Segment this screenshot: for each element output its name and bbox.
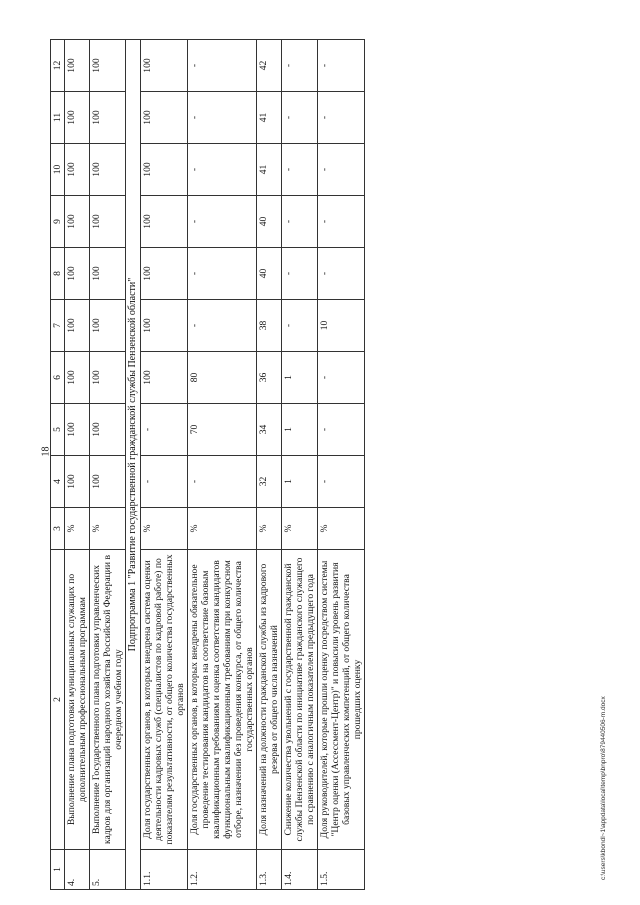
- value-cell: -: [282, 92, 318, 144]
- header-cell: 12: [51, 40, 65, 92]
- value-cell: 1: [282, 456, 318, 508]
- value-cell: 100: [65, 456, 90, 508]
- value-cell: 100: [90, 300, 126, 352]
- value-cell: -: [282, 144, 318, 196]
- table-row: [257, 40, 282, 890]
- value-cell: 1: [282, 404, 318, 456]
- value-cell: 100: [140, 248, 187, 300]
- value-cell: 100: [140, 352, 187, 404]
- header-cell: 4: [51, 456, 65, 508]
- value-cell: 32: [257, 456, 282, 508]
- header-cell: 6: [51, 352, 65, 404]
- value-cell: -: [318, 196, 365, 248]
- rotated-table-container: [50, 30, 590, 890]
- value-cell: -: [140, 404, 187, 456]
- unit-cell: %: [140, 508, 187, 550]
- value-cell: 70: [187, 404, 256, 456]
- value-cell: 42: [257, 40, 282, 92]
- row-number: 1.1.: [140, 850, 187, 890]
- value-cell: -: [318, 144, 365, 196]
- indicator-name: Доля руководителей, которые прошли оценку посредством системы "Центр оценки (Ассессмент-Центр)" и повысили уровень развития базовых управленческих компетенций, от общего количества прошедших оценку: [318, 550, 365, 850]
- value-cell: 100: [65, 92, 90, 144]
- header-cell: 1: [51, 850, 65, 890]
- value-cell: 10: [318, 300, 365, 352]
- row-number: 1.5.: [318, 850, 365, 890]
- value-cell: -: [187, 456, 256, 508]
- value-cell: 100: [140, 92, 187, 144]
- value-cell: -: [282, 300, 318, 352]
- value-cell: 100: [65, 40, 90, 92]
- value-cell: 100: [90, 404, 126, 456]
- unit-cell: %: [187, 508, 256, 550]
- value-cell: 100: [65, 248, 90, 300]
- value-cell: -: [318, 404, 365, 456]
- table-row: [187, 40, 256, 890]
- subprogram-row: [126, 40, 141, 890]
- row-number: 1.3.: [257, 850, 282, 890]
- table-row: [140, 40, 187, 890]
- value-cell: 100: [90, 40, 126, 92]
- header-cell: 7: [51, 300, 65, 352]
- subprogram-title: Подпрограмма 1 "Развитие государственной гражданской службы Пензенской области": [126, 40, 141, 890]
- row-number: 1.4.: [282, 850, 318, 890]
- indicator-name: Снижение количества увольнений с государственной гражданской службы Пензенской области по инициативе гражданского служащего по сравнению с аналогичным показателем предыдущего года: [282, 550, 318, 850]
- value-cell: -: [282, 196, 318, 248]
- value-cell: -: [187, 300, 256, 352]
- value-cell: 38: [257, 300, 282, 352]
- value-cell: 100: [90, 456, 126, 508]
- indicators-table: [50, 39, 365, 890]
- value-cell: 100: [90, 352, 126, 404]
- value-cell: -: [318, 248, 365, 300]
- unit-cell: %: [282, 508, 318, 550]
- value-cell: 40: [257, 248, 282, 300]
- value-cell: 100: [140, 144, 187, 196]
- value-cell: -: [282, 40, 318, 92]
- table-row: [90, 40, 126, 890]
- value-cell: -: [318, 456, 365, 508]
- header-cell: 11: [51, 92, 65, 144]
- header-cell: 8: [51, 248, 65, 300]
- value-cell: 100: [65, 196, 90, 248]
- row-number: 5.: [90, 850, 126, 890]
- page-number: 18: [40, 446, 52, 457]
- value-cell: -: [140, 456, 187, 508]
- value-cell: -: [318, 92, 365, 144]
- value-cell: 41: [257, 92, 282, 144]
- value-cell: -: [187, 144, 256, 196]
- file-path-footer: c:\users\kbondl~1\appdata\local\temp\bnpro\879440506-m.docx: [600, 696, 607, 880]
- table-row: [318, 40, 365, 890]
- value-cell: -: [187, 40, 256, 92]
- value-cell: 41: [257, 144, 282, 196]
- value-cell: -: [318, 352, 365, 404]
- value-cell: 36: [257, 352, 282, 404]
- value-cell: 100: [90, 248, 126, 300]
- header-cell: 3: [51, 508, 65, 550]
- header-cell: 5: [51, 404, 65, 456]
- value-cell: 100: [65, 352, 90, 404]
- value-cell: 34: [257, 404, 282, 456]
- value-cell: -: [187, 248, 256, 300]
- value-cell: 100: [140, 300, 187, 352]
- header-row: [51, 40, 65, 890]
- value-cell: 100: [65, 144, 90, 196]
- indicator-name: Доля назначений на должности гражданской службы из кадрового резерва от общего числа назначений: [257, 550, 282, 850]
- value-cell: -: [187, 92, 256, 144]
- indicator-name: Доля государственных органов, в которых внедрена система оценки деятельности кадровых служб (специалистов по кадровой работе) по показателям результативности, от общего количества государственных органов: [140, 550, 187, 850]
- value-cell: 100: [65, 300, 90, 352]
- value-cell: 40: [257, 196, 282, 248]
- header-cell: 10: [51, 144, 65, 196]
- value-cell: 100: [90, 92, 126, 144]
- unit-cell: %: [318, 508, 365, 550]
- value-cell: 100: [140, 196, 187, 248]
- value-cell: 1: [282, 352, 318, 404]
- table-row: [65, 40, 90, 890]
- value-cell: -: [282, 248, 318, 300]
- indicator-name: Доля государственных органов, в которых внедрены обязательное проведение тестирования кандидатов на соответствие базовым квалификационным требованиям и оценка соответствия кандидатов функциональным квалификационным требованиям при конкурсном отборе, назначении без проведения конкурса, от общего количества государственных органов: [187, 550, 256, 850]
- row-number: 1.2.: [187, 850, 256, 890]
- value-cell: 100: [65, 404, 90, 456]
- indicator-name: Выполнение Государственного плана подготовки управленческих кадров для организаций народного хозяйства Российской Федерации в очередном учебном году: [90, 550, 126, 850]
- value-cell: 80: [187, 352, 256, 404]
- unit-cell: %: [90, 508, 126, 550]
- table-row: [282, 40, 318, 890]
- row-number: 4.: [65, 850, 90, 890]
- unit-cell: %: [65, 508, 90, 550]
- header-cell: 9: [51, 196, 65, 248]
- unit-cell: %: [257, 508, 282, 550]
- indicator-name: Выполнение плана подготовки муниципальных служащих по дополнительным профессиональным программам: [65, 550, 90, 850]
- value-cell: 100: [140, 40, 187, 92]
- value-cell: 100: [90, 144, 126, 196]
- header-cell: 2: [51, 550, 65, 850]
- value-cell: -: [187, 196, 256, 248]
- value-cell: 100: [90, 196, 126, 248]
- value-cell: -: [318, 40, 365, 92]
